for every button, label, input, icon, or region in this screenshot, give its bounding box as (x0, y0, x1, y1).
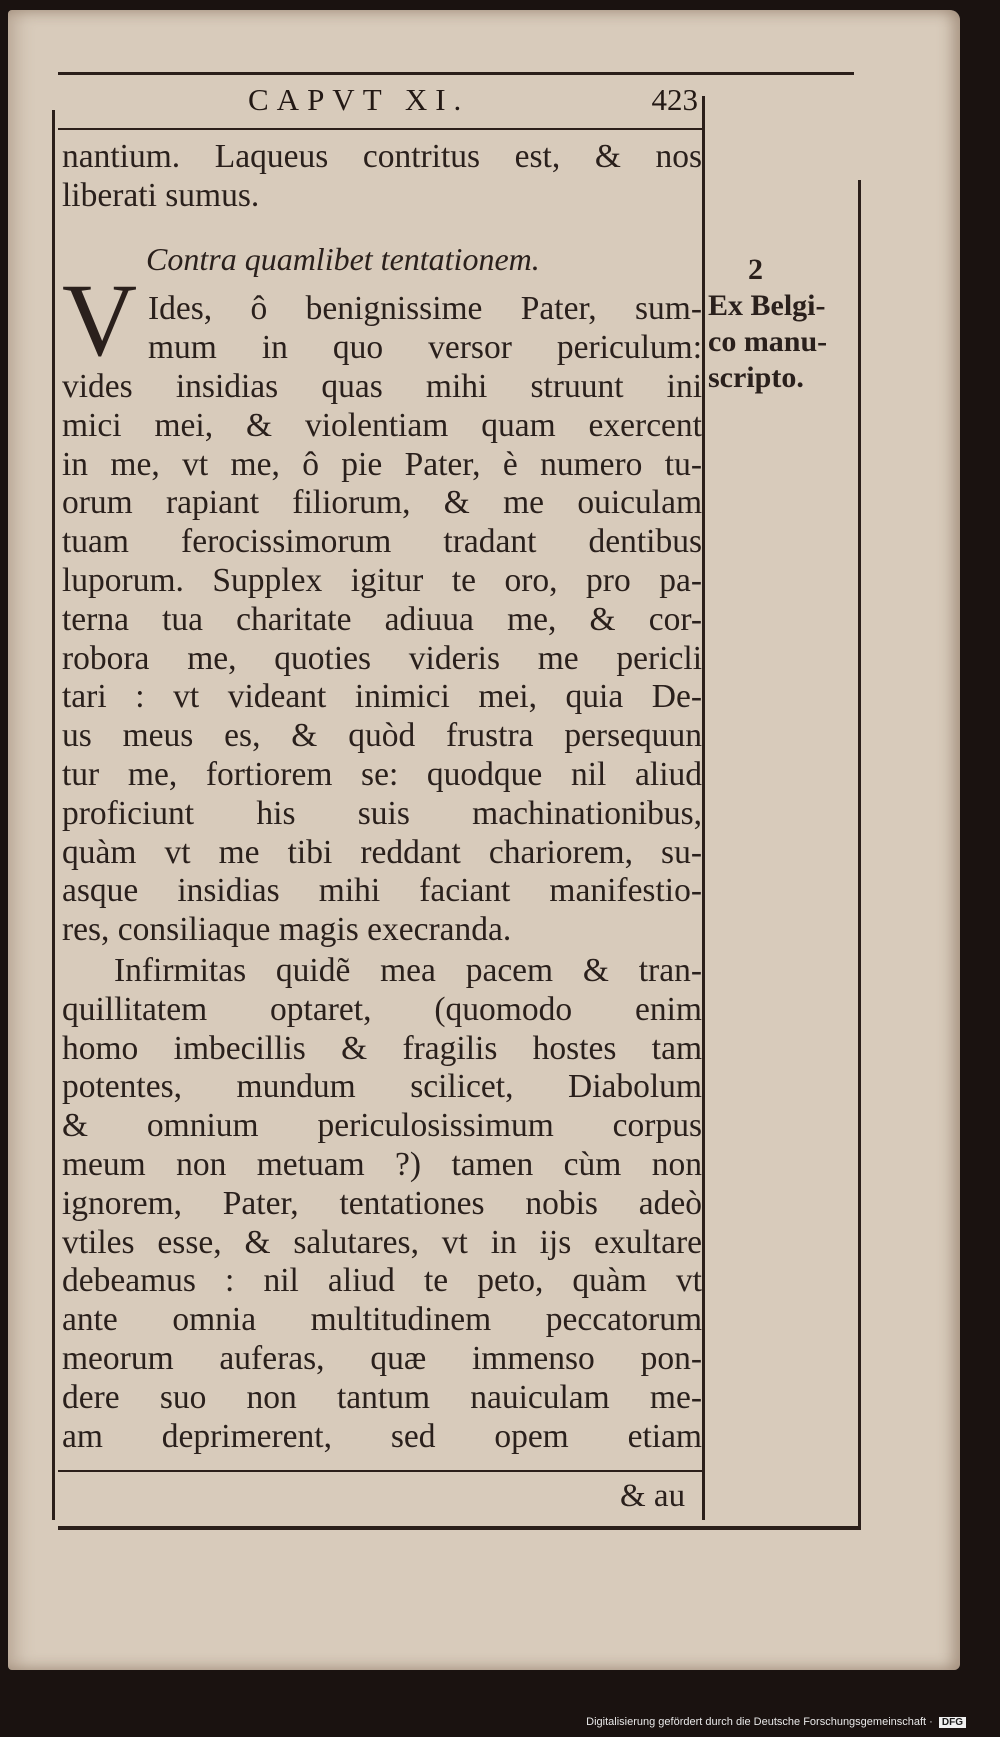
text-line: tari : vt videant inimici mei, quia De- (62, 678, 702, 716)
page-header (62, 80, 702, 124)
text-line: dere suo non tantum nauiculam me- (62, 1378, 702, 1416)
header-rule (58, 128, 704, 130)
text-line: luporum. Supplex igitur te oro, pro pa- (62, 561, 702, 599)
text-line: liberati sumus. (62, 176, 260, 214)
bottom-rule (58, 1526, 858, 1530)
text-line: res, consiliaque magis execranda. (62, 911, 512, 949)
margin-note (708, 252, 858, 396)
margin-note-line: co manu- (708, 325, 828, 358)
text-line: debeamus : nil aliud te peto, quàm vt (62, 1262, 702, 1300)
drop-cap: V (62, 263, 138, 378)
text-line: meum non metuam ?) tamen cùm non (62, 1145, 702, 1183)
running-head: CAPVT XI. (248, 82, 470, 117)
text-line: in me, vt me, ô pie Pater, è numero tu- (62, 445, 702, 483)
text-line: quillitatem optaret, (quomodo enim (62, 990, 702, 1028)
text-line: nantium. Laqueus contritus est, & nos (62, 138, 702, 175)
text-line: potentes, mundum scilicet, Diabolum (62, 1068, 702, 1106)
text-line: am deprimerent, sed opem etiam (62, 1417, 702, 1455)
text-line: tur me, fortiorem se: quodque nil aliud (62, 755, 702, 793)
margin-note-line: Ex Belgi- (708, 289, 826, 322)
text-line: us meus es, & quòd frustra persequun (62, 717, 702, 755)
text-line: terna tua charitate adiuua me, & cor- (62, 600, 702, 638)
second-paragraph (62, 952, 702, 1456)
text-line: vtiles esse, & salutares, vt in ijs exultare (62, 1223, 702, 1261)
margin-note-line: scripto. (708, 361, 804, 394)
text-line: ignorem, Pater, tentationes nobis adeò (62, 1184, 702, 1222)
bottom-text-rule (58, 1470, 704, 1472)
catchword: & au (620, 1478, 686, 1514)
text-line: mici mei, & violentiam quam exercent (62, 406, 702, 444)
digitization-credit (586, 1716, 966, 1728)
top-rule (58, 72, 854, 75)
text-line: robora me, quoties videris me pericli (62, 639, 702, 677)
text-line: quàm vt me tibi reddant chariorem, su- (62, 833, 702, 871)
margin-note-number: 2 (748, 253, 763, 286)
text-line: homo imbecillis & fragilis hostes tam (62, 1029, 702, 1067)
page-number: 423 (651, 82, 698, 117)
prayer-paragraph (62, 368, 702, 950)
outer-right-rule (858, 180, 861, 1530)
left-frame-rule (52, 110, 55, 1520)
text-line: Infirmitas quidẽ mea pacem & tran- (114, 952, 702, 989)
text-line: proficiunt his suis machinationibus, (62, 794, 702, 832)
text-line: meorum auferas, quæ immenso pon- (62, 1339, 702, 1377)
text-line: mum in quo versor periculum: (148, 328, 702, 366)
dfg-logo: DFG (939, 1717, 966, 1728)
text-line: Ides, ô benignissime Pater, sum- (148, 290, 702, 327)
text-line: ante omnia multitudinem peccatorum (62, 1301, 702, 1339)
text-line: orum rapiant filiorum, & me ouiculam (62, 484, 702, 522)
text-line: asque insidias mihi faciant manifestio- (62, 872, 702, 910)
text-line: & omnium periculosissimum corpus (62, 1107, 702, 1145)
text-line: tuam ferocissimorum tradant dentibus (62, 523, 702, 561)
top-text (62, 138, 702, 216)
text-line: vides insidias quas mihi struunt ini (62, 368, 702, 405)
credit-text: Digitalisierung gefördert durch die Deutsche Forschungsgemeinschaft · (586, 1716, 933, 1728)
section-heading: Contra quamlibet tentationem. (146, 241, 540, 277)
prayer-first-lines (148, 290, 702, 368)
text-right-rule (702, 96, 705, 1520)
